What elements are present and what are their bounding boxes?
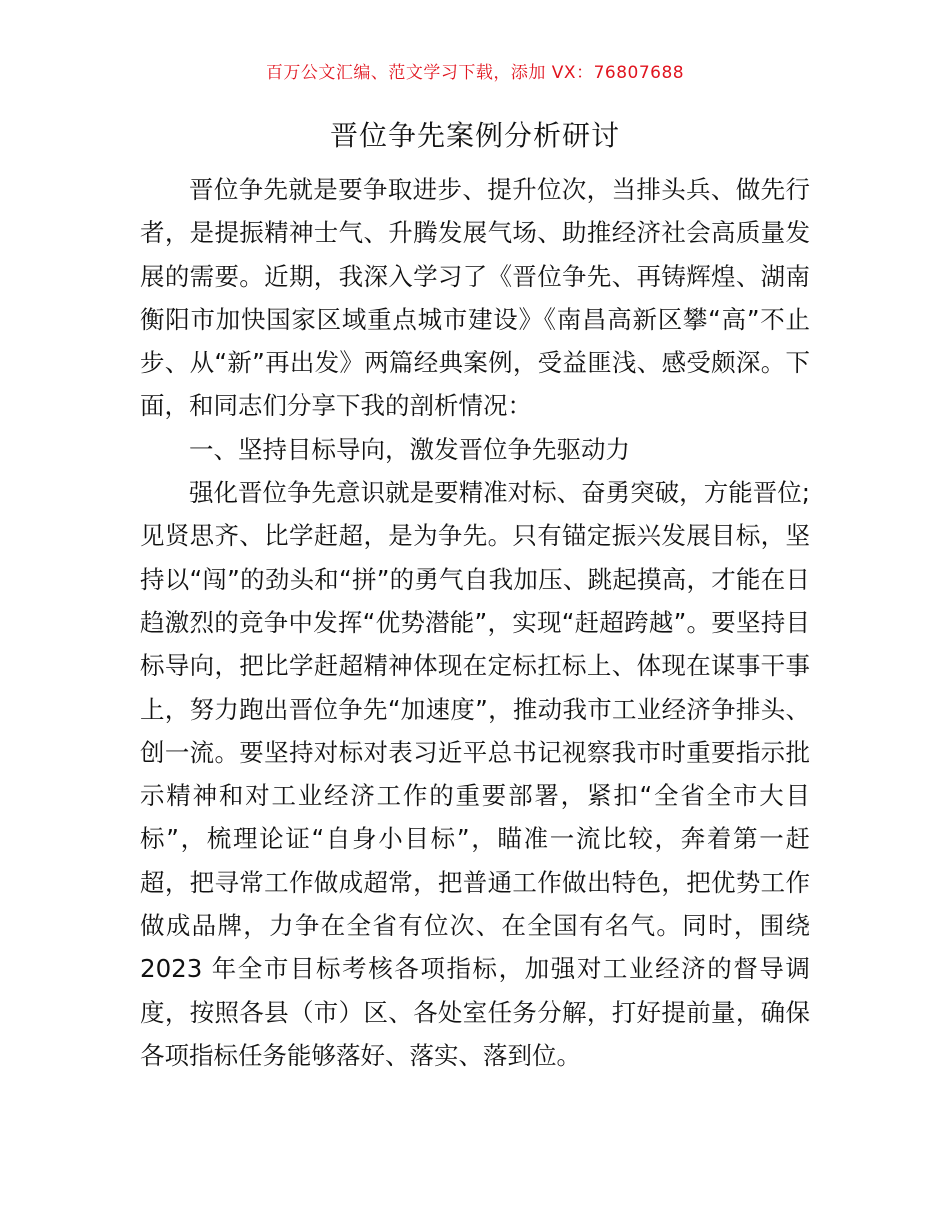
document-body (140, 168, 810, 1077)
section-heading: 一、坚持目标导向，激发晋位争先驱动力 (189, 434, 630, 464)
document-title: 晋位争先案例分析研讨 (329, 119, 620, 152)
header-banner: 百万公文汇编、范文学习下载，添加 VX：76807688 (265, 63, 685, 83)
paragraph-intro: 晋位争先就是要争取进步、提升位次，当排头兵、做先行者，是提振精神士气、升腾发展气场、助推经济社会高质量发展的需要。近期，我深入学习了《晋位争先、再铸辉煌、湖南衡阳市加快国家区域重点城市建设》《南昌高新区攀“高”不止步、从“新”再出发》两篇经典案例，受益匪浅、感受颇深。下面，和同志们分享下我的剖析情况： (140, 175, 810, 421)
paragraph-section-1: 强化晋位争先意识就是要精准对标、奋勇突破，方能晋位;见贤思齐、比学赶超，是为争先。只有锚定振兴发展目标，坚持以“闯”的劲头和“拼”的勇气自我加压、跳起摸高，才能在日趋激烈的竞争中发挥“优势潜能”，实现“赶超跨越”。要坚持目标导向，把比学赶超精神体现在定标扛标上、体现在谋事干事上，努力跑出晋位争先“加速度”，推动我市工业经济争排头、创一流。要坚持对标对表习近平总书记视察我市时重要指示批示精神和对工业经济工作的重要部署，紧扣“全省全市大目标”，梳理论证“自身小目标”，瞄准一流比较，奔着第一赶超，把寻常工作做成超常，把普通工作做出特色，把优势工作做成品牌，力争在全省有位次、在全国有名气。同时，围绕 2023 年全市目标考核各项指标，加强对工业经济的督导调度，按照各县（市）区、各处室任务分解，打好提前量，确保各项指标任务能够落好、落实、落到位。 (140, 478, 810, 1070)
